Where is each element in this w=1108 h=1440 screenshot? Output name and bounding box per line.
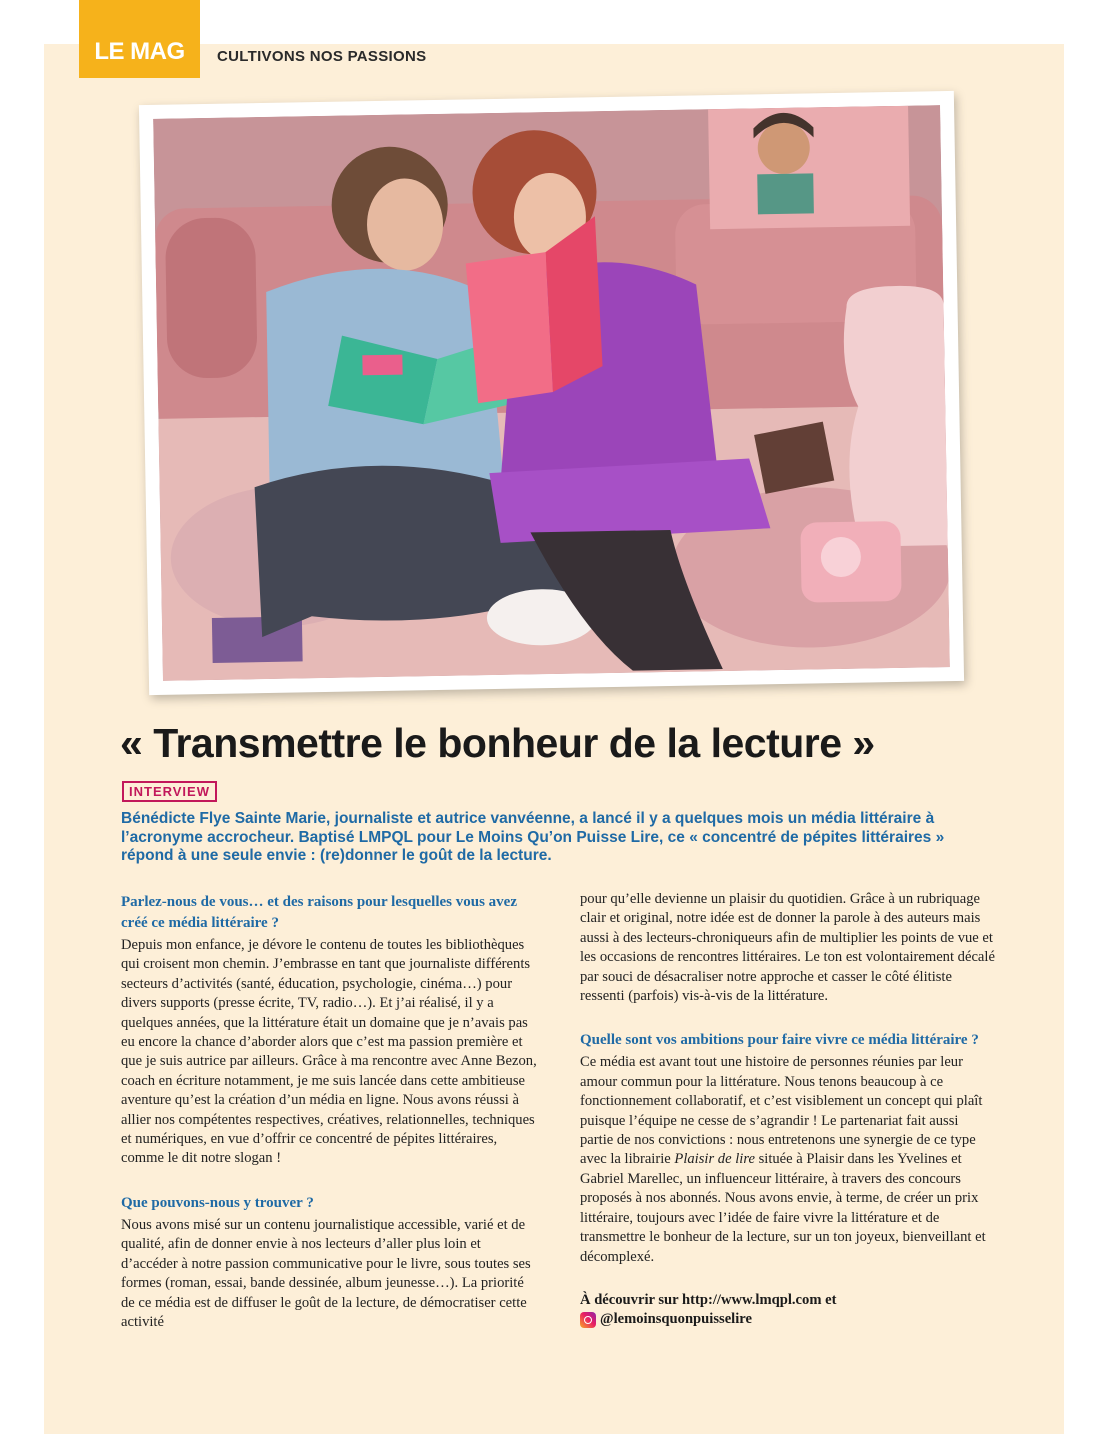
headline: « Transmettre le bonheur de la lecture »: [120, 720, 875, 766]
answer-3: Ce média est avant tout une histoire de personnes réunies par leur amour commun pour la littérature. Nous tenons beaucoup à ce fonctionnement collaboratif, et c’est visiblement un concept qui plaît puisque l’équipe ne cesse de s’agrandir ! Le partenariat fait aussi partie de nos convictions : nous entretenons une synergie de ce type avec la librairie Plaisir de lire située à Plaisir dans les Yvelines et Gabriel Marellec, un influenceur littéraire, à travers des concours proposés à nos abonnés. Nous avons envie, à terme, de créer un prix littéraire, toujours avec l’idée de faire vivre la littérature et de transmettre le bonheur de la lecture, sur un ton joyeux, bienveillant et décomplexé.: [580, 1054, 986, 1265]
intro-paragraph: Bénédicte Flye Sainte Marie, journaliste et autrice vanvéenne, a lancé il y a quelques mois un média littéraire à l’acronyme accrocheur. Baptisé LMPQL pour Le Moins Qu’on Puisse Lire, ce « concentré de pépites littéraires » répond à une seule envie : (re)donner le goût de la lecture.: [121, 810, 945, 865]
question-1: Parlez-nous de vous… et des raisons pour lesquelles vous avez créé ce média littéraire ?: [121, 894, 517, 931]
photo-two-women-reading: [153, 105, 950, 681]
instagram-icon: [580, 1312, 596, 1328]
website-link[interactable]: À découvrir sur http://www.lmqpl.com et: [580, 1291, 837, 1308]
photo-frame: [139, 91, 964, 695]
right-column: [580, 890, 995, 1330]
instagram-link[interactable]: [580, 1310, 995, 1329]
bookshop-name: Plaisir de lire: [674, 1151, 755, 1168]
answer-1: Depuis mon enfance, je dévore le contenu de toutes les bibliothèques qui croisent mon chemin. J’embrasse en tant que journaliste différents secteurs d’activités (santé, éducation, psychologie, cinéma…) pour divers supports (presse écrite, TV, radio…). Et j’ai réalisé, il y a quelques années, que la littérature était un domaine que je n’avais pas eu encore la chance d’aborder alors que c’est ma passion première et que je suis autrice par ailleurs. Grâce à ma rencontre avec Anne Bezon, coach en écriture notamment, je me suis lancée dans cette ambitieuse aventure qu’est la création d’un média en ligne. Nous avons réussi à allier nos compétentes respectives, créatives, relationnelles, techniques et numériques, en vue d’offrir ce concentré de pépites littéraires, comme le dit notre slogan !: [121, 937, 537, 1167]
instagram-handle[interactable]: @lemoinsquonpuisselire: [600, 1311, 752, 1328]
interview-badge: INTERVIEW: [122, 781, 217, 802]
left-column: [121, 892, 541, 1332]
section-label: CULTIVONS NOS PASSIONS: [217, 48, 427, 65]
answer-2-continued: pour qu’elle devienne un plaisir du quotidien. Grâce à un rubriquage clair et original, notre idée est de donner la parole à des auteurs mais aussi à des lecteurs-chroniqueurs afin de multiplier les points de vue et les occasions de rencontres littéraires. Le ton est volontairement décalé par souci de désacraliser notre approche et casser le côté élitiste ressenti (parfois) vis-à-vis de la littérature.: [580, 891, 995, 1005]
answer-2: Nous avons misé sur un contenu journalistique accessible, varié et de qualité, afin de donner envie à nos lecteurs d’aller plus loin et d’accéder à notre passion communicative pour le livre, sous toutes ses formes (roman, essai, bande dessinée, album jeunesse…). La priorité de ce média est de diffuser le goût de la lecture, de démocratiser cette activité: [121, 1216, 531, 1330]
question-3: Quelle sont vos ambitions pour faire vivre ce média littéraire ?: [580, 1032, 979, 1049]
section-tab: LE MAG: [79, 0, 200, 78]
question-2: Que pouvons-nous y trouver ?: [121, 1194, 314, 1211]
